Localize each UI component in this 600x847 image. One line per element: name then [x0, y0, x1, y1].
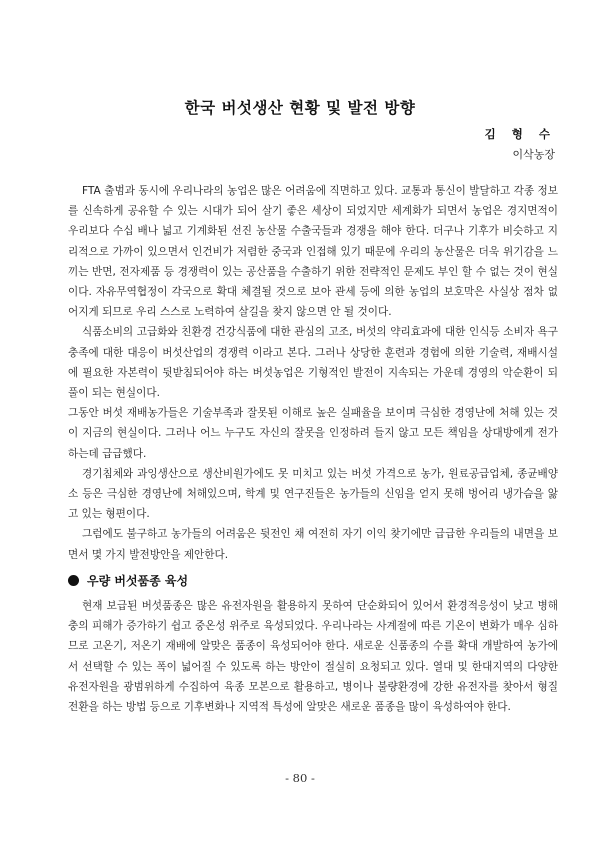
intro-paragraph: FTA 출범과 동시에 우리나라의 농업은 많은 어려움에 직면하고 있다. 교통과 통신이 발달하고 각종 정보를 신속하게 공유할 수 있는 시대가 되어 살기 좋은 세상이 되었지만 세계화가 되면서 농업은 경지면적이 우리보다 수십 배나 넓고 기계화된 선진 농산물 수출국들과 경쟁을 해야 한다. 더구나 기후가 비슷하고 지리적으로 가까이 있으면서 인건비가 저렴한 중국과 인접해 있기 때문에 우리의 농산물은 더욱 위기감을 느끼는 반면, 전자제품 등 경쟁력이 있는 공산품을 수출하기 위한 전략적인 문제도 부인 할 수 없는 것이 현실이다. 자유무역협정이 각국으로 확대 체결될 것으로 보아 관세 등에 의한 농업의 보호막은 사실상 점차 없어지게 되므로 우리 스스로 노력하여 살길을 찾지 않으면 안 될 것이다. [68, 185, 558, 319]
page-number: - 80 - [285, 771, 315, 785]
intro-paragraph: 경기침체와 과잉생산으로 생산비원가에도 못 미치고 있는 버섯 가격으로 농가, 원료공급업체, 종균배양소 등은 극심한 경영난에 처해있으며, 학계 및 연구진들은 농가들의 신임을 얻지 못해 벙어리 냉가슴을 앓고 있는 형편이다. [68, 467, 558, 521]
document-title: 한국 버섯생산 현황 및 발전 방향 [184, 99, 416, 117]
author-affiliation: 이삭농장 [512, 148, 555, 161]
author-name: 김 형 수 [484, 127, 556, 141]
section-paragraph: 현재 보급된 버섯품종은 많은 유전자원을 활용하지 못하여 단순화되어 있어서 환경적응성이 낮고 병해충의 피해가 증가하기 쉽고 중온성 위주로 육성되었다. 우리나라는 사계절에 따른 기온이 변화가 매우 심하므로 고온기, 저온기 재배에 알맞은 품종이 육성되어야 한다. 새로운 신품종의 수를 확대 개발하여 농가에서 선택할 수 있는 폭이 넓어질 수 있도록 하는 방안이 절실히 요청되고 있다. 열대 및 한대지역의 다양한 유전자원을 광범위하게 수집하여 육종 모본으로 활용하고, 병이나 불량환경에 강한 유전자를 찾아서 형질전환을 하는 방법 등으로 기후변화나 지역적 특성에 알맞은 새로운 품종을 많이 육성하여야 한다. [68, 600, 558, 714]
bullet-icon [68, 575, 79, 586]
intro-paragraph: 그동안 버섯 재배농가들은 기술부족과 잘못된 이해로 높은 실패율을 보이며 극심한 경영난에 처해 있는 것이 지금의 현실이다. 그러나 어느 누구도 자신의 잘못을 인정하려 들지 않고 모든 책임을 상대방에게 전가하는데 급급했다. [68, 407, 558, 460]
section-heading-text: 우량 버섯품종 육성 [87, 574, 189, 588]
intro-paragraph: 그럼에도 불구하고 농가들의 어려움은 뒷전인 채 여전히 자기 이익 찾기에만 급급한 우리들의 내면을 보면서 몇 가지 발전방안을 제안한다. [68, 528, 558, 561]
intro-section [68, 181, 558, 565]
intro-paragraph: 식품소비의 고급화와 친환경 건강식품에 대한 관심의 고조, 버섯의 약리효과에 대한 인식등 소비자 욕구충족에 대한 대응이 버섯산업의 경쟁력 이라고 본다. 그러나 상당한 훈련과 경험에 의한 기술력, 재배시설에 필요한 자본력이 뒷받침되어야 하는 버섯농업은 기형적인 발전이 지속되는 가운데 경영의 악순환이 되풀이 되는 현실이다. [68, 326, 558, 400]
section-heading [68, 572, 188, 589]
section-body [68, 596, 558, 717]
